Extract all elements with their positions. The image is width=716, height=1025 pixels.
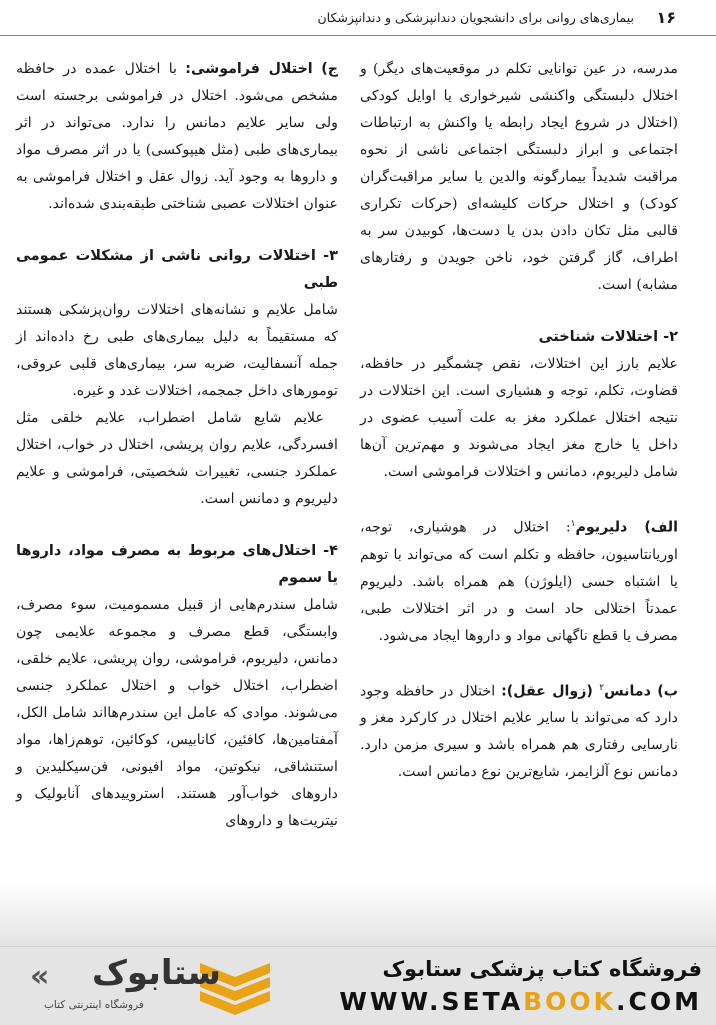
paragraph-medical-b: علایم شایع شامل اضطراب، علایم خلقی مثل افسردگی، علایم روان پریشی، اختلال در خواب، اختلال عملکرد جنسی، تغییرات شخصیتی، فراموشی و علایم دلیریوم و دمانس است. <box>16 410 338 507</box>
store-url-link[interactable] <box>339 987 702 1016</box>
store-banner <box>0 946 716 1025</box>
url-part-3: .COM <box>616 987 702 1016</box>
paragraph-medical-a: شامل علایم و نشانه‌های اختلالات روان‌پزشکی هستند که مستقیماً به دلیل بیماری‌های طبی رخ داده‌اند از جمله آنسفالیت، ضربه سر، بیماری‌های قلبی عروقی، تومورهای داخل جمجمه، اختلالات غدد و غیره. <box>16 302 338 399</box>
delirium-heading: الف) دلیریوم <box>575 519 679 536</box>
delirium-text: : اختلال در هوشیاری، توجه، اوریانتاسیون، حافظه و تکلم است که می‌تواند با توهم یا اشتباه حسی (ایلوژن) هم همراه باشد. دلیریوم عمدتاً اختلالی حاد است و در اثر اختلالات طبی، مصرف یا قطع ناگهانی مواد و داروها ایجاد می‌شود. <box>360 519 678 644</box>
amnesia-text: با اختلال عمده در حافظه مشخص می‌شود. اختلال در فراموشی برجسته است ولی سایر علایم دمانس را ندارد. می‌تواند در اثر بیماری‌های طبی (مثل هیپوکسی) یا در اثر مصرف مواد و داروها به وجود آید. زوال عقل و اختلال فراموشی به عنوان اختلالات عصبی شناختی طبقه‌بندی شده‌اند. <box>16 61 338 212</box>
url-part-2: BOOK <box>523 987 617 1016</box>
paragraph-amnesia <box>16 56 338 218</box>
paragraph-cognitive: علایم بارز این اختلالات، نقص چشمگیر در حافظه، قضاوت، تکلم، توجه و هشیاری است. این اختلالات در نتیجه اختلال عملکرد مغز به علت آسیب عضوی در داخل یا خارج مغز ایجاد می‌شوند و مهم‌ترین آن‌ها شامل دلیریوم، دمانس و اختلالات فراموشی است. <box>360 356 678 480</box>
double-chevron-left-icon: « <box>30 959 50 994</box>
dementia-heading: ب) دمانس <box>604 683 678 700</box>
section-heading-medical: ۳- اختلالات روانی ناشی از مشکلات عمومی طبی <box>16 248 338 291</box>
amnesia-heading: ج) اختلال فراموشی: <box>185 61 338 77</box>
url-part-1: WWW.SETA <box>339 987 524 1016</box>
section-heading-cognitive: ۲- اختلالات شناختی <box>538 329 678 345</box>
paragraph-intro: مدرسه، در عین توانایی تکلم در موقعیت‌های دیگر) و اختلال دلبستگی واکنشی شیرخواری یا اوایل کودکی (اختلال در شروع ایجاد رابطه یا واکنش به ارتباطات اجتماعی و ابراز دلبستگی اجتماعی ناشی از نحوه مراقبت شدیداً بیمارگونه والدین یا سایر مراقبت‌گران کودک) و اختلال حرکات کلیشه‌ای (حرکات تکراری قالبی مثل تکان دادن بدن یا دست‌ها، کوبیدن سر به اطراف، گاز گرفتن خود، ناخن جویدن و رفتارهای مشابه) است. <box>360 61 678 293</box>
bottom-fade-overlay <box>0 880 716 946</box>
page-header <box>0 0 716 36</box>
right-column <box>360 56 678 786</box>
running-title: بیماری‌های روانی برای دانشجویان دندانپزشکی و دندانپزشکان <box>317 10 634 25</box>
page-number: ۱۶ <box>656 8 676 27</box>
footnote-mark-2: ۲ <box>599 682 605 693</box>
logo-tagline: فروشگاه اینترنتی کتاب <box>44 999 144 1011</box>
section-heading-substances: ۴- اختلال‌های مربوط به مصرف مواد، داروها یا سموم <box>16 543 338 586</box>
left-column <box>16 56 338 835</box>
dementia-heading-suffix: (زوال عقل): <box>501 683 600 700</box>
paragraph-substances: شامل سندرم‌هایی از قبیل مسمومیت، سوء مصرف، وابستگی، قطع مصرف و مجموعه علایمی چون دمانس، دلیریوم، فراموشی، روان پریشی، علایم خلقی، اضطراب، اختلال خواب و اختلال عملکرد جنسی می‌شوند. موادی که عامل این سندرم‌هااند شامل الکل، آمفتامین‌ها، کافئین، کانابیس، کوکائین، توهم‌زاها، مواد استنشاقی، نیکوتین، مواد افیونی، فن‌سیکلیدین و داروهای خواب‌آور هستند. استروییدهای آنابولیک و نیتریت‌ها و داروهای <box>16 597 338 829</box>
logo-wordmark: ستابوک <box>92 953 221 993</box>
store-name: فروشگاه کتاب پزشکی ستابوک <box>382 957 702 981</box>
paragraph-dementia <box>360 675 678 787</box>
footnote-mark-1: ۱ <box>570 519 576 529</box>
dementia-text: اختلال در حافظه وجود دارد که می‌تواند با سایر علایم اختلال در کارکرد مغز و نارسایی رفتاری هم همراه باشد و سیری مزمن دارد. دمانس نوع آلزایمر، شایع‌ترین نوع دمانس است. <box>360 683 678 781</box>
paragraph-delirium <box>360 511 678 650</box>
